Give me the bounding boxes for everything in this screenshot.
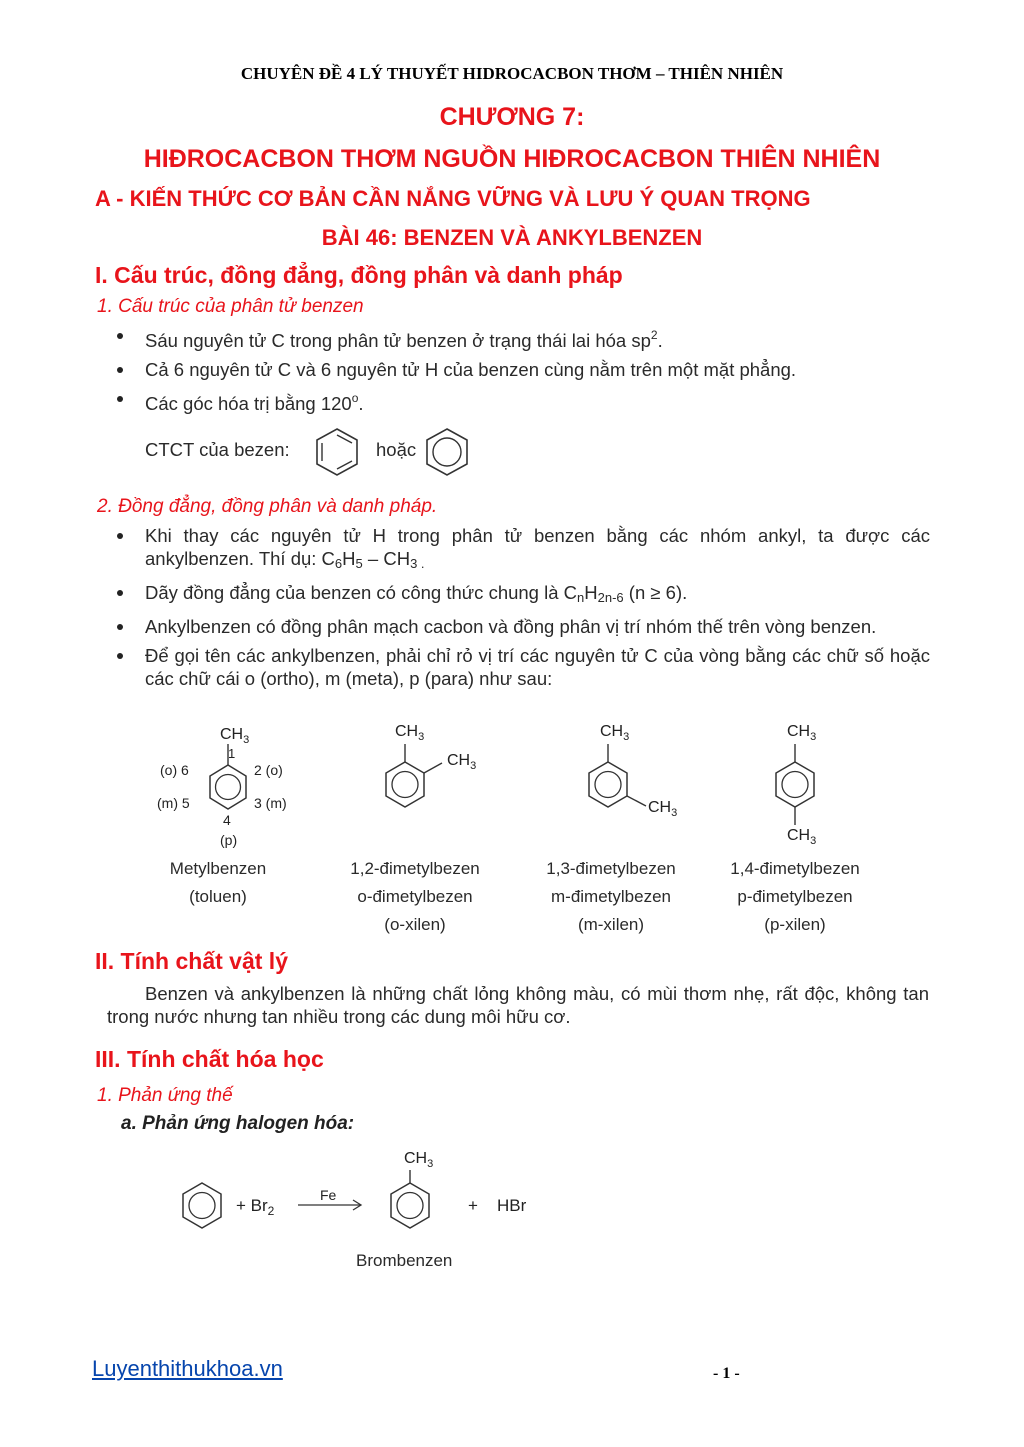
subscript: 2n-6 xyxy=(597,590,624,605)
bullet-text: Cả 6 nguyên tử C và 6 nguyên tử H của benzen cùng nằm trên một mặt phẳng. xyxy=(145,359,797,380)
or-text: hoặc xyxy=(376,439,417,460)
svg-text:Fe: Fe xyxy=(320,1187,337,1203)
o-xylene-structure xyxy=(386,723,476,807)
bullet-text: Sáu nguyên tử C trong phân tử benzen ở trạng thái lai hóa sp xyxy=(145,330,651,351)
bullet-text-end: . xyxy=(358,393,364,414)
superscript: 2 xyxy=(650,328,658,342)
svg-text:CH3: $CH_3$ xyxy=(787,827,817,847)
svg-text:CH3: $CH_3$ xyxy=(648,799,678,819)
p-xylene-label xyxy=(700,855,890,939)
subscript: 5 xyxy=(355,556,363,571)
bullet-text: H xyxy=(584,582,598,603)
svg-text:(m) 5: (m) 5 xyxy=(157,795,190,811)
list-item xyxy=(95,615,930,638)
svg-text:+ Br2: + $Br_2$ xyxy=(236,1196,275,1218)
name-line: 1,2-đimetylbezen xyxy=(350,859,480,878)
benzene-ring-icon xyxy=(422,426,472,478)
product-label: Brombenzen xyxy=(356,1251,453,1270)
superscript: o xyxy=(351,391,359,405)
section-2-heading: II. Tính chất vật lý xyxy=(95,948,288,974)
svg-text:CH3: $CH_3$ xyxy=(600,723,630,743)
bullet-text: Ankylbenzen có đồng phân mạch cacbon và đồng phân vị trí nhóm thế trên vòng benzen. xyxy=(145,616,877,637)
svg-text:(p): (p) xyxy=(220,832,238,848)
page-number: - 1 - xyxy=(713,1365,740,1382)
svg-text:CH3: $CH_3$ xyxy=(395,723,425,743)
bullet-text: (n ≥ 6). xyxy=(623,582,688,603)
bullet-text: H xyxy=(342,548,356,569)
svg-text:CH3: $CH_3$ xyxy=(404,1150,434,1170)
bullet-text: – CH xyxy=(362,548,411,569)
subscript: 3 . xyxy=(410,556,425,571)
name-line: (p-xilen) xyxy=(764,915,826,934)
bullet-text: Các góc hóa trị bằng 120 xyxy=(145,393,352,414)
svg-text:2 (o): 2 (o) xyxy=(254,762,283,778)
bullet-text: Dãy đồng đẳng của benzen có công thức chung là C xyxy=(145,582,578,603)
homolog-list xyxy=(95,524,930,690)
xylene-structures-diagram xyxy=(140,712,900,862)
section-1-sub2: 2. Đồng đẳng, đồng phân và danh pháp. xyxy=(97,496,438,517)
bullet-text: Khi thay các nguyên tử H trong phân tử benzen bằng các nhóm ankyl, ta được các ankylbenzen. Thí dụ: C xyxy=(145,525,930,569)
structure-list xyxy=(95,324,935,415)
name-line: (m-xilen) xyxy=(577,915,645,934)
o-xylene-label xyxy=(320,855,510,939)
toluene-structure xyxy=(157,726,287,848)
document-header: CHUYÊN ĐỀ 4 LÝ THUYẾT HIDROCACBON THƠM – THIÊN NHIÊN xyxy=(240,64,784,83)
list-item xyxy=(95,387,935,415)
ctct-label: CTCT của bezen: xyxy=(145,439,290,460)
name-line: (o-xilen) xyxy=(384,915,446,934)
bullet-text: Để gọi tên các ankylbenzen, phải chỉ rỏ vị trí các nguyên tử C của vòng bằng các chữ số hoặc các chữ cái o (ortho), m (meta), p (para) như sau: xyxy=(145,645,930,689)
name-line: Metylbenzen xyxy=(169,859,267,878)
subscript: 6 xyxy=(334,556,343,571)
list-item xyxy=(95,644,930,690)
svg-text:CH3: $CH_3$ xyxy=(787,723,817,743)
section-3-heading: III. Tính chất hóa học xyxy=(95,1046,324,1072)
part-title: A - KIẾN THỨC CƠ BẢN CẦN NẮNG VỮNG VÀ LƯU Ý QUAN TRỌNG xyxy=(95,186,811,211)
section-3-sub1a: a. Phản ứng halogen hóa: xyxy=(121,1113,355,1134)
svg-text:1: 1 xyxy=(228,746,236,761)
halogenation-reaction xyxy=(170,1143,570,1243)
lesson-title: BÀI 46: BENZEN VÀ ANKYLBENZEN xyxy=(321,225,703,250)
section-1-heading: I. Cấu trúc, đồng đẳng, đồng phân và danh pháp xyxy=(95,262,623,288)
svg-text:CH3: $CH_3$ xyxy=(447,752,477,772)
chapter-title: CHƯƠNG 7: xyxy=(439,103,585,131)
physical-properties-text: Benzen và ankylbenzen là những chất lỏng không màu, có mùi thơm nhẹ, rất độc, không tan trong nước nhưng tan nhiều trong các dung môi hữu cơ. xyxy=(107,983,929,1027)
name-line: o-đimetylbezen xyxy=(357,887,473,906)
name-line: (toluen) xyxy=(189,887,247,906)
toluene-label xyxy=(138,855,298,911)
svg-text:4: 4 xyxy=(223,812,231,828)
name-line: 1,4-đimetylbezen xyxy=(730,859,860,878)
m-xylene-structure xyxy=(589,723,677,819)
chapter-name: HIĐROCACBON THƠM NGUỒN HIĐROCACBON THIÊN NHIÊN xyxy=(143,145,881,173)
list-item xyxy=(95,358,935,381)
svg-text:HBr: HBr xyxy=(497,1196,527,1215)
svg-text:+: + xyxy=(468,1196,478,1215)
svg-text:CH3: $CH_3$ xyxy=(220,726,250,746)
name-line: m-đimetylbezen xyxy=(551,887,671,906)
benzene-kekule-icon xyxy=(312,426,362,478)
list-item xyxy=(95,324,935,352)
section-3-sub1: 1. Phản ứng thế xyxy=(97,1085,233,1106)
list-item xyxy=(95,524,930,575)
svg-text:(o) 6: (o) 6 xyxy=(160,762,189,778)
subscript: n xyxy=(577,590,585,605)
section-1-sub1: 1. Cấu trúc của phân tử benzen xyxy=(97,296,364,317)
m-xylene-label xyxy=(516,855,706,939)
name-line: p-đimetylbezen xyxy=(737,887,853,906)
site-link[interactable]: Luyenthithukhoa.vn xyxy=(92,1356,283,1381)
bullet-text-end: . xyxy=(657,330,663,351)
svg-text:3 (m): 3 (m) xyxy=(254,795,287,811)
list-item xyxy=(95,581,930,609)
name-line: 1,3-đimetylbezen xyxy=(546,859,676,878)
p-xylene-structure xyxy=(776,723,816,847)
